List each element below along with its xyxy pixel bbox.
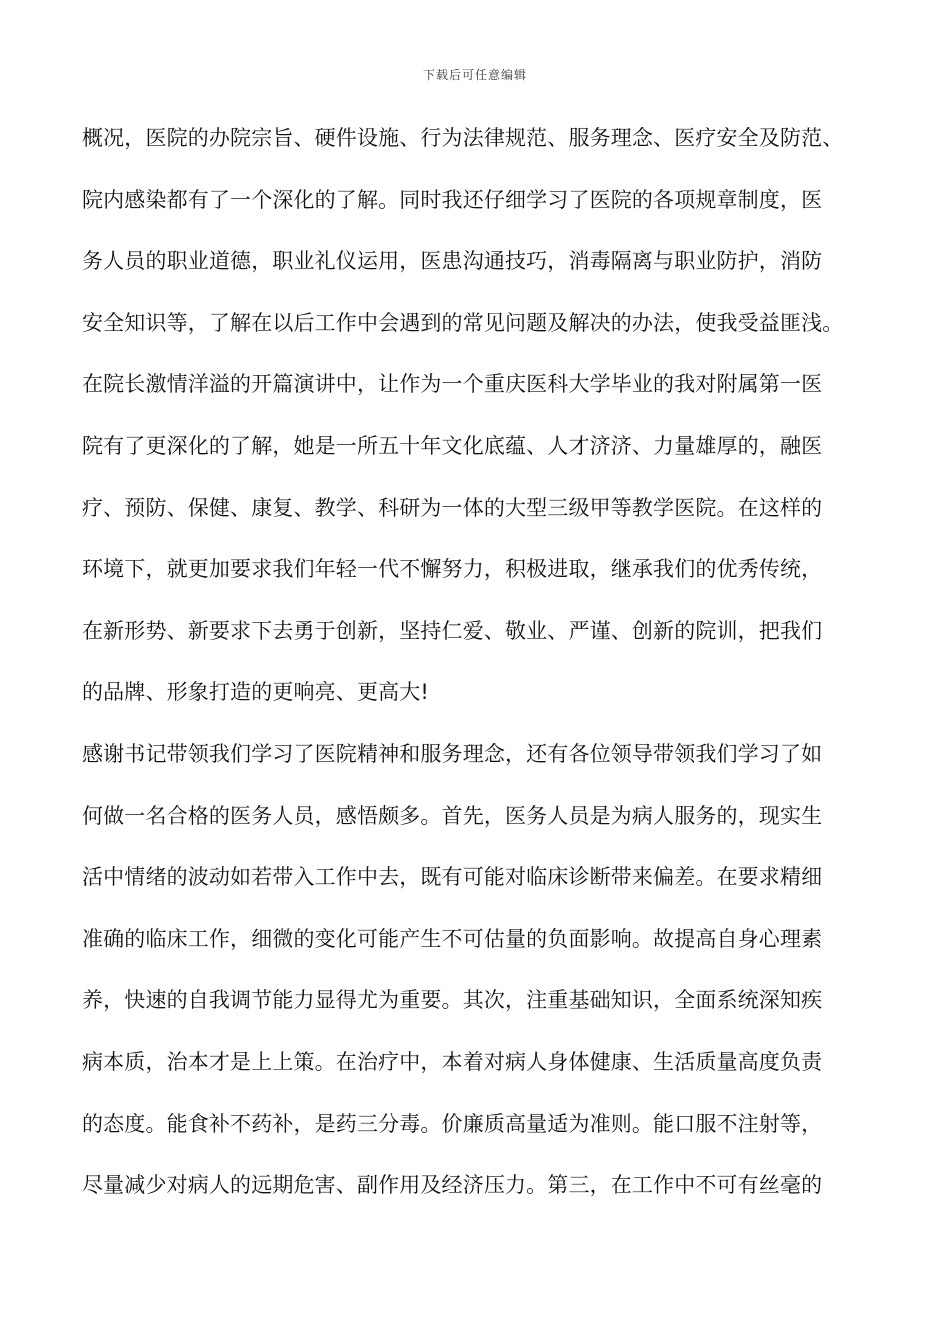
document-body: [82, 116, 882, 1225]
body-line: 的品牌、形象打造的更响亮、更高大!: [82, 680, 429, 705]
body-line: 病本质，治本才是上上策。在治疗中，本着对病人身体健康、生活质量高度负责: [82, 1049, 823, 1074]
body-line: 在新形势、新要求下去勇于创新，坚持仁爱、敬业、严谨、创新的院训，把我们: [82, 618, 823, 643]
body-line: 务人员的职业道德，职业礼仪运用，医患沟通技巧，消毒隔离与职业防护，消防: [82, 249, 823, 274]
body-line: 疗、预防、保健、康复、教学、科研为一体的大型三级甲等教学医院。在这样的: [82, 495, 823, 520]
body-line: 养，快速的自我调节能力显得尤为重要。其次，注重基础知识，全面系统深知疾: [82, 988, 823, 1013]
body-line: 感谢书记带领我们学习了医院精神和服务理念，还有各位领导带领我们学习了如: [82, 741, 823, 766]
body-line: 的态度。能食补不药补，是药三分毒。价廉质高量适为准则。能口服不注射等，: [82, 1111, 823, 1136]
page-header: 下载后可任意编辑: [422, 68, 527, 82]
body-line: 何做一名合格的医务人员，感悟颇多。首先，医务人员是为病人服务的，现实生: [82, 803, 823, 828]
body-line: 院有了更深化的了解，她是一所五十年文化底蕴、人才济济、力量雄厚的，融医: [82, 433, 823, 458]
body-line: 尽量减少对病人的远期危害、副作用及经济压力。第三，在工作中不可有丝毫的: [82, 1173, 823, 1198]
body-line: 准确的临床工作，细微的变化可能产生不可估量的负面影响。故提高自身心理素: [82, 926, 823, 951]
body-line: 活中情绪的波动如若带入工作中去，既有可能对临床诊断带来偏差。在要求精细: [82, 865, 823, 890]
body-line: 安全知识等，了解在以后工作中会遇到的常见问题及解决的办法，使我受益匪浅。: [82, 310, 844, 335]
body-line: 在院长激情洋溢的开篇演讲中，让作为一个重庆医科大学毕业的我对附属第一医: [82, 372, 823, 397]
body-line: 院内感染都有了一个深化的了解。同时我还仔细学习了医院的各项规章制度，医: [82, 187, 823, 212]
body-line: 环境下，就更加要求我们年轻一代不懈努力，积极进取，继承我们的优秀传统，: [82, 557, 823, 582]
body-line: 概况，医院的办院宗旨、硬件设施、行为法律规范、服务理念、医疗安全及防范、: [82, 126, 844, 150]
